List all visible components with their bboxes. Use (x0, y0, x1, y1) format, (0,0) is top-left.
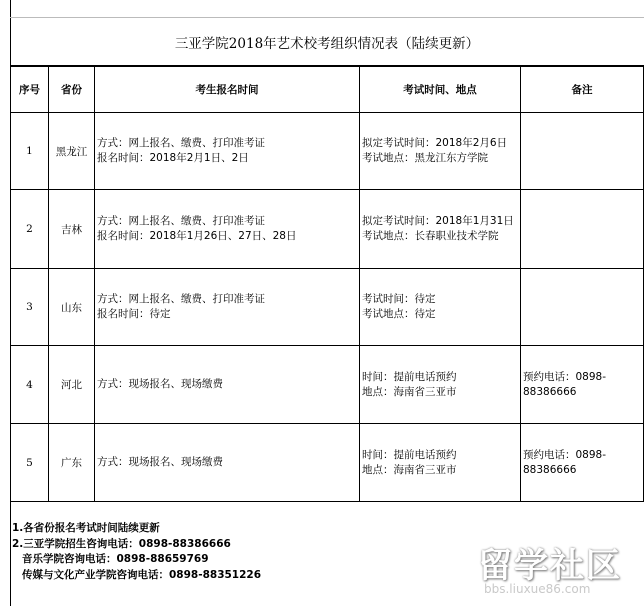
exam-time: 时间：提前电话预约 (362, 370, 457, 383)
exam-place: 考试地点：黑龙江东方学院 (362, 152, 488, 164)
table-title (10, 17, 644, 67)
watermark-text: 留学社区 (478, 546, 622, 586)
title-text: 三亚学院2018年艺术校考组织情况表（陆续更新） (174, 36, 480, 52)
header-signup-time: 考生报名时间 (95, 66, 360, 113)
row-note: 预约电话：0898-88386666 (521, 424, 644, 502)
row-province: 山东 (49, 269, 95, 346)
row-signup (95, 424, 360, 502)
header-no: 序号 (11, 66, 49, 113)
exam-place: 地点：海南省三亚市 (362, 385, 457, 398)
table-row (11, 424, 644, 502)
row-number: 1 (11, 113, 49, 190)
exam-place: 考试地点：长春职业技术学院 (362, 230, 499, 242)
row-exam (360, 424, 521, 502)
row-province: 吉林 (49, 190, 95, 269)
footnote-media-phone: 传媒与文化产业学院咨询电话：0898-88351226 (22, 568, 262, 581)
row-signup (95, 346, 360, 424)
row-province: 黑龙江 (49, 113, 95, 190)
footnote-update: 1.各省份报名考试时间陆续更新 (12, 522, 160, 534)
table-row (11, 269, 644, 346)
signup-method: 方式：现场报名、现场缴费 (97, 378, 223, 390)
exam-schedule-table (10, 65, 644, 502)
header-row (11, 66, 644, 113)
signup-method: 方式：现场报名、现场缴费 (97, 456, 223, 468)
row-signup (95, 113, 360, 190)
row-exam (360, 190, 521, 269)
signup-date: 报名时间：2018年2月1日、2日 (97, 152, 249, 164)
row-province: 广东 (49, 424, 95, 502)
table-row (11, 113, 644, 190)
row-note: 预约电话：0898-88386666 (521, 346, 644, 424)
watermark-logo (478, 538, 638, 602)
row-note (521, 113, 644, 190)
row-note (521, 269, 644, 346)
header-province: 省份 (49, 66, 95, 113)
exam-time: 拟定考试时间：2018年2月6日 (362, 137, 508, 149)
row-number: 5 (11, 424, 49, 502)
row-number: 3 (11, 269, 49, 346)
signup-method: 方式：网上报名、缴费、打印准考证 (97, 137, 265, 149)
table-row (11, 190, 644, 269)
exam-time: 时间：提前电话预约 (362, 448, 457, 461)
footnote-music-phone: 音乐学院咨询电话：0898-88659769 (22, 553, 209, 565)
header-exam-time-place: 考试时间、地点 (360, 66, 521, 113)
footnote-admission-phone: 2.三亚学院招生咨询电话：0898-88386666 (12, 537, 231, 550)
signup-method: 方式：网上报名、缴费、打印准考证 (97, 215, 265, 227)
row-signup (95, 190, 360, 269)
exam-place: 考试地点：待定 (362, 308, 436, 320)
row-exam (360, 346, 521, 424)
row-province: 河北 (49, 346, 95, 424)
row-number: 2 (11, 190, 49, 269)
row-number: 4 (11, 346, 49, 424)
row-exam (360, 113, 521, 190)
footnotes (12, 521, 261, 583)
row-note (521, 190, 644, 269)
signup-date: 报名时间：待定 (97, 308, 171, 320)
signup-method: 方式：网上报名、缴费、打印准考证 (97, 293, 265, 305)
exam-time: 考试时间：待定 (362, 293, 436, 305)
row-exam (360, 269, 521, 346)
watermark-url: bbs.liuxue86.com (484, 582, 591, 596)
row-signup (95, 269, 360, 346)
exam-time: 拟定考试时间：2018年1月31日 (362, 215, 514, 227)
header-remarks: 备注 (521, 66, 644, 113)
exam-place: 地点：海南省三亚市 (362, 463, 457, 476)
signup-date: 报名时间：2018年1月26日、27日、28日 (97, 230, 297, 242)
table-row (11, 346, 644, 424)
